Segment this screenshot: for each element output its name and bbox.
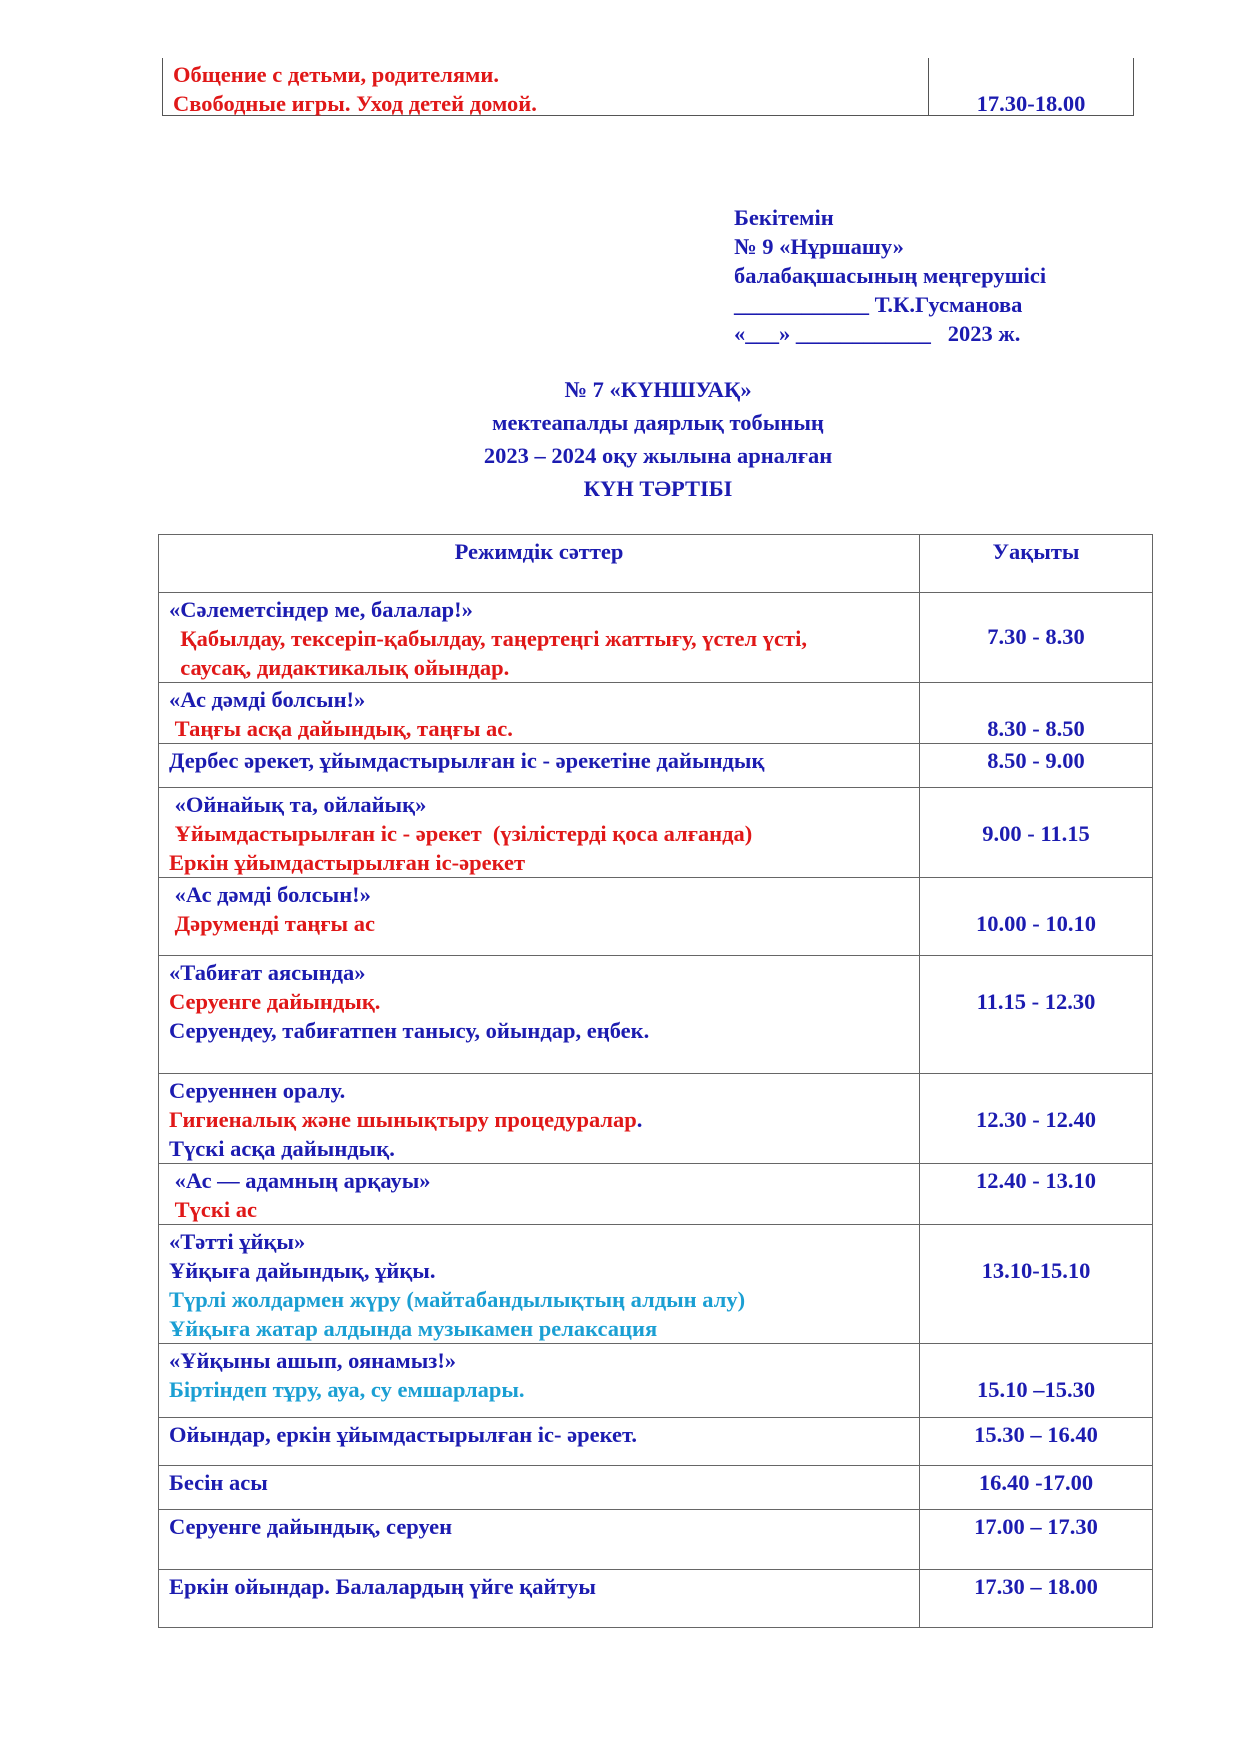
activity-text: Еркін ұйымдастырылған іс-әрекет <box>169 850 526 875</box>
activity-text: Түрлі жолдармен жүру (майтабандылықтың алдын алу) <box>169 1287 746 1312</box>
activity-cell <box>159 683 920 744</box>
activity-line <box>169 1134 919 1163</box>
table-row <box>159 744 1153 788</box>
activity-line <box>169 746 919 775</box>
fragment-time: 17.30-18.00 <box>976 91 1086 116</box>
group-name: № 7 «КҮНШУАҚ» <box>564 377 752 402</box>
table-row <box>159 1344 1153 1418</box>
time-cell <box>920 1510 1153 1570</box>
activity-text: Ұйымдастырылған іс - әрекет (үзілістерді қоса алғанда) <box>169 821 753 846</box>
time-value: 12.40 - 13.10 <box>976 1168 1096 1193</box>
time-cell <box>920 683 1153 744</box>
activity-line <box>169 819 919 848</box>
activity-line <box>169 1227 919 1256</box>
approval-signature-line: ____________ Т.К.Гусманова <box>734 292 1023 317</box>
time-cell <box>920 593 1153 683</box>
group-description: мектеапалды даярлық тобының <box>492 410 824 435</box>
activity-text: «Ас дәмді болсын!» <box>169 687 366 712</box>
activity-text: Серуеннен оралу. <box>169 1078 346 1103</box>
header-time: Уақыты <box>920 535 1153 593</box>
previous-table-fragment <box>162 58 1134 116</box>
activity-text: Таңғы асқа дайындық, таңғы ас. <box>169 716 513 741</box>
activity-line <box>169 1468 919 1497</box>
activity-text: Дербес әрекет, ұйымдастырылған іс - әрекетіне дайындық <box>169 748 765 773</box>
header-activities: Режимдік сәттер <box>159 535 920 593</box>
activity-cell <box>159 1225 920 1344</box>
activity-text: Гигиеналық және шынықтыру процедуралар <box>169 1107 637 1132</box>
activity-cell <box>159 1074 920 1164</box>
table-row <box>159 1418 1153 1466</box>
activity-text: Ұйқыға жатар алдында музыкамен релаксация <box>169 1316 658 1341</box>
table-row <box>159 788 1153 878</box>
activity-text: Түскі ас <box>169 1197 257 1222</box>
activity-text: «Сәлеметсіндер ме, балалар!» <box>169 597 473 622</box>
approval-date-line: «___» ____________ 2023 ж. <box>734 321 1021 346</box>
fragment-line: Общение с детьми, родителями. <box>173 62 499 87</box>
time-cell <box>920 1418 1153 1466</box>
fragment-line: Свободные игры. Уход детей домой. <box>173 91 537 116</box>
time-value: 13.10-15.10 <box>981 1258 1091 1283</box>
activity-line <box>169 1166 919 1195</box>
time-value: 17.00 – 17.30 <box>974 1514 1098 1539</box>
activity-text-suffix: . <box>636 1107 643 1132</box>
activity-text: «Тәтті ұйқы» <box>169 1229 306 1254</box>
time-cell <box>920 1466 1153 1510</box>
activity-text: «Ас — адамның арқауы» <box>169 1168 431 1193</box>
time-cell <box>920 1570 1153 1628</box>
activity-line <box>169 653 919 682</box>
time-value: 7.30 - 8.30 <box>987 624 1085 649</box>
document-heading <box>158 373 1158 505</box>
time-cell <box>920 1164 1153 1225</box>
activity-text: Еркін ойындар. Балалардың үйге қайтуы <box>169 1574 596 1599</box>
fragment-activities <box>173 60 537 118</box>
time-value: 9.00 - 11.15 <box>982 821 1090 846</box>
activity-line <box>169 1512 919 1541</box>
activity-line <box>169 1314 919 1343</box>
table-row <box>159 1074 1153 1164</box>
academic-year: 2023 – 2024 оқу жылына арналған <box>483 443 833 468</box>
time-cell <box>920 788 1153 878</box>
activity-cell <box>159 1510 920 1570</box>
table-row <box>159 1510 1153 1570</box>
time-cell <box>920 1225 1153 1344</box>
activity-line <box>169 1346 919 1375</box>
activity-line <box>169 1375 919 1404</box>
approval-line: балабақшасының меңгерушісі <box>734 263 1047 288</box>
activity-text: Серуенге дайындық, серуен <box>169 1514 453 1539</box>
activity-cell <box>159 1418 920 1466</box>
activity-line <box>169 1256 919 1285</box>
document-title: КҮН ТӘРТІБІ <box>583 476 733 501</box>
time-value: 16.40 -17.00 <box>978 1470 1094 1495</box>
approval-line: № 9 «Нұршашу» <box>734 234 904 259</box>
activity-line <box>169 1016 919 1045</box>
activity-cell <box>159 878 920 956</box>
activity-cell <box>159 956 920 1074</box>
activity-text: Серуендеу, табиғатпен танысу, ойындар, еңбек. <box>169 1018 650 1043</box>
time-value: 8.30 - 8.50 <box>987 716 1085 741</box>
daily-schedule-table <box>158 534 1153 1628</box>
activity-text: Дәруменді таңғы ас <box>169 911 375 936</box>
table-row <box>159 1466 1153 1510</box>
activity-cell <box>159 1164 920 1225</box>
activity-text: Ұйқыға дайындық, ұйқы. <box>169 1258 436 1283</box>
activity-cell <box>159 744 920 788</box>
time-value: 10.00 - 10.10 <box>976 911 1096 936</box>
activity-line <box>169 1076 919 1105</box>
activity-line <box>169 595 919 624</box>
time-value: 15.30 – 16.40 <box>974 1422 1098 1447</box>
table-row <box>159 1570 1153 1628</box>
activity-cell <box>159 1344 920 1418</box>
time-value: 17.30 – 18.00 <box>974 1574 1098 1599</box>
time-cell <box>920 1344 1153 1418</box>
time-value: 11.15 - 12.30 <box>976 989 1096 1014</box>
activity-text: Ойындар, еркін ұйымдастырылған іс- әрекет. <box>169 1422 638 1447</box>
activity-line <box>169 1572 919 1601</box>
activity-text: саусақ, дидактикалық ойындар. <box>169 655 510 680</box>
activity-line <box>169 848 919 877</box>
activity-text: «Ұйқыны ашып, оянамыз!» <box>169 1348 457 1373</box>
time-cell <box>920 1074 1153 1164</box>
activity-text: Түскі асқа дайындық. <box>169 1136 395 1161</box>
table-row <box>159 683 1153 744</box>
activity-line <box>169 624 919 653</box>
approval-line: Бекітемін <box>734 205 834 230</box>
activity-line <box>169 958 919 987</box>
table-row <box>159 1164 1153 1225</box>
activity-line <box>169 685 919 714</box>
activity-text: Қабылдау, тексеріп-қабылдау, таңертеңгі жаттығу, үстел үсті, <box>169 626 807 651</box>
table-border <box>162 58 163 116</box>
activity-text: «Табиғат аясында» <box>169 960 366 985</box>
activity-text: Серуенге дайындық. <box>169 989 381 1014</box>
table-row <box>159 878 1153 956</box>
activity-text: Біртіндеп тұру, ауа, су емшарлары. <box>169 1377 525 1402</box>
activity-line <box>169 909 919 938</box>
table-row <box>159 1225 1153 1344</box>
activity-cell <box>159 788 920 878</box>
activity-text: «Ойнайық та, ойлайық» <box>169 792 427 817</box>
time-cell <box>920 956 1153 1074</box>
activity-line <box>169 880 919 909</box>
table-row <box>159 956 1153 1074</box>
activity-line <box>169 1285 919 1314</box>
activity-cell <box>159 1570 920 1628</box>
activity-line <box>169 1195 919 1224</box>
activity-text: Бесін асы <box>169 1470 268 1495</box>
activity-text: «Ас дәмді болсын!» <box>169 882 371 907</box>
activity-line <box>169 1420 919 1449</box>
time-value: 12.30 - 12.40 <box>976 1107 1096 1132</box>
activity-line <box>169 1105 919 1134</box>
table-row <box>159 593 1153 683</box>
time-cell <box>920 878 1153 956</box>
activity-line <box>169 790 919 819</box>
activity-line <box>169 987 919 1016</box>
table-header-row <box>159 535 1153 593</box>
activity-cell <box>159 1466 920 1510</box>
time-value: 15.10 –15.30 <box>976 1377 1096 1402</box>
time-value: 8.50 - 9.00 <box>987 748 1085 773</box>
time-cell <box>920 744 1153 788</box>
activity-line <box>169 714 919 743</box>
activity-cell <box>159 593 920 683</box>
approval-block <box>734 203 1046 348</box>
